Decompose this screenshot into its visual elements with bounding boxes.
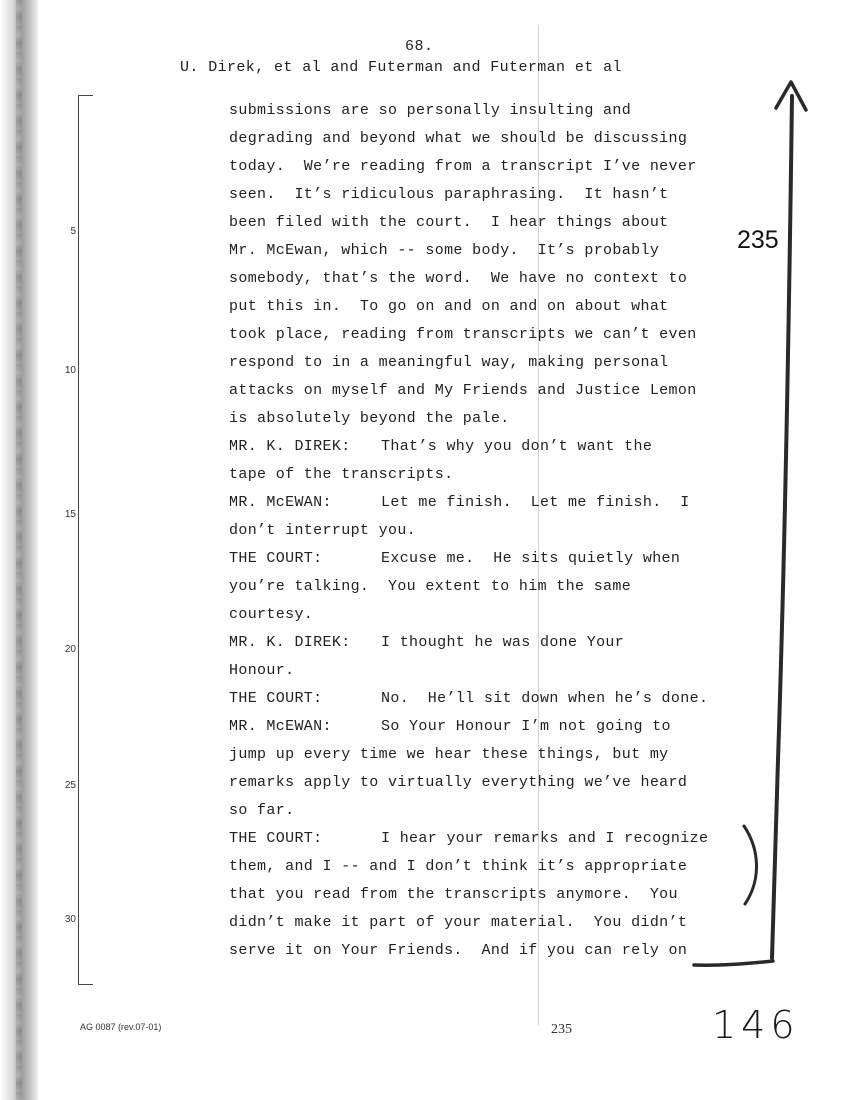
speaker-label: MR. McEWAN: bbox=[229, 718, 332, 735]
line-text: somebody, that’s the word. We have no context to bbox=[229, 270, 688, 287]
line-text: is absolutely beyond the pale. bbox=[229, 410, 510, 427]
line-text: So Your Honour I’m not going to bbox=[381, 718, 671, 735]
line-text: submissions are so personally insulting and bbox=[229, 102, 632, 119]
line-text: them, and I -- and I don’t think it’s appropriate bbox=[229, 858, 688, 875]
speaker-label: THE COURT: bbox=[229, 690, 323, 707]
line-text: Let me finish. Let me finish. I bbox=[381, 494, 690, 511]
speaker-label: MR. K. DIREK: bbox=[229, 634, 351, 651]
line-text: jump up every time we hear these things, but my bbox=[229, 746, 669, 763]
line-text: don’t interrupt you. bbox=[229, 522, 417, 539]
line-text: respond to in a meaningful way, making personal bbox=[229, 354, 669, 371]
handwritten-bracket-mark bbox=[744, 826, 757, 904]
line-text: courtesy. bbox=[229, 606, 314, 623]
line-number: 25 bbox=[64, 780, 76, 791]
line-text: Mr. McEwan, which -- some body. It’s probably bbox=[229, 242, 660, 259]
line-text: remarks apply to virtually everything we’ve heard bbox=[229, 774, 688, 791]
handwritten-arrow-base bbox=[694, 961, 773, 965]
speaker-label: THE COURT: bbox=[229, 550, 323, 567]
line-text: That’s why you don’t want the bbox=[381, 438, 653, 455]
line-text: serve it on Your Friends. And if you can rely on bbox=[229, 942, 688, 959]
line-text: seen. It’s ridiculous paraphrasing. It hasn’t bbox=[229, 186, 669, 203]
line-number: 15 bbox=[64, 509, 76, 520]
case-title: U. Direk, et al and Futerman and Futerman et al bbox=[180, 59, 622, 76]
line-text: so far. bbox=[229, 802, 295, 819]
line-text: tape of the transcripts. bbox=[229, 466, 454, 483]
speaker-label: THE COURT: bbox=[229, 830, 323, 847]
line-number: 20 bbox=[64, 644, 76, 655]
page-number: 68. bbox=[405, 38, 434, 55]
line-text: took place, reading from transcripts we can’t even bbox=[229, 326, 697, 343]
line-text: put this in. To go on and on and on about what bbox=[229, 298, 669, 315]
line-text: Honour. bbox=[229, 662, 295, 679]
line-number: 5 bbox=[70, 226, 76, 237]
line-text: you’re talking. You extent to him the same bbox=[229, 578, 632, 595]
speaker-label: MR. McEWAN: bbox=[229, 494, 332, 511]
line-text: I hear your remarks and I recognize bbox=[381, 830, 709, 847]
line-text: I thought he was done Your bbox=[381, 634, 625, 651]
line-text: Excuse me. He sits quietly when bbox=[381, 550, 681, 567]
line-number: 10 bbox=[64, 365, 76, 376]
handwritten-margin-number: 235 bbox=[737, 226, 779, 254]
bates-number: 235 bbox=[551, 1022, 572, 1037]
line-number: 30 bbox=[64, 914, 76, 925]
line-text: attacks on myself and My Friends and Justice Lemon bbox=[229, 382, 697, 399]
form-number: AG 0087 (rev.07-01) bbox=[80, 1022, 162, 1032]
line-text: No. He’ll sit down when he’s done. bbox=[381, 690, 709, 707]
line-text: that you read from the transcripts anymore. You bbox=[229, 886, 678, 903]
line-text: didn’t make it part of your material. You didn’t bbox=[229, 914, 688, 931]
line-text: degrading and beyond what we should be discussing bbox=[229, 130, 688, 147]
line-text: today. We’re reading from a transcript I’ve never bbox=[229, 158, 697, 175]
handwritten-page-number: 146 bbox=[712, 1003, 800, 1047]
speaker-label: MR. K. DIREK: bbox=[229, 438, 351, 455]
line-text: been filed with the court. I hear things about bbox=[229, 214, 669, 231]
